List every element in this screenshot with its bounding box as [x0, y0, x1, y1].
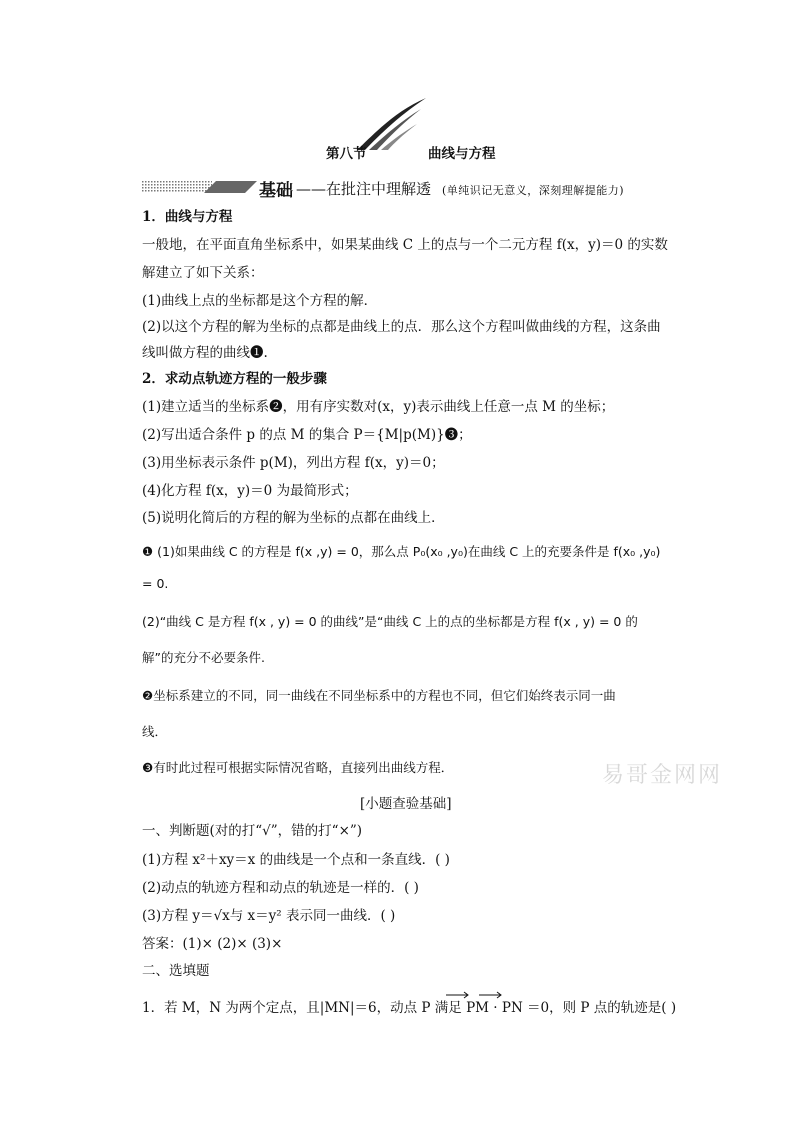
step-item: (4)化方程 f(x，y)＝0 为最简形式； — [142, 483, 358, 499]
band-note: (单纯识记无意义，深刻理解提能力) — [442, 184, 625, 197]
watermark: 易哥金网网 — [602, 763, 723, 788]
note-1b-line1: (2)“曲线 C 是方程 f(x , y) = 0 的曲线”是“曲线 C 上的点的坐标都是方程 f(x , y) = 0 的 — [142, 614, 638, 629]
band-decoration — [142, 178, 257, 196]
note-2-line2: 线． — [142, 724, 168, 739]
quiz-question-3: (3)方程 y＝√x与 x＝y² 表示同一曲线．( ) — [142, 908, 396, 924]
step-item: (2)写出适合条件 p 的点 M 的集合 P＝{M|p(M)}❸； — [142, 427, 472, 443]
band-subtitle: ——在批注中理解透 — [296, 180, 432, 198]
part1-item1: (1)曲线上点的坐标都是这个方程的解． — [142, 293, 378, 309]
part1-heading: 1．曲线与方程 — [142, 209, 233, 225]
note-1b-line2: 解”的充分不必要条件. — [142, 650, 265, 665]
quiz-answer: 答案：(1)× (2)× (3)× — [142, 936, 283, 952]
part1-item2-line2: 线叫做方程的曲线❶. — [142, 345, 268, 361]
part2-heading: 2．求动点轨迹方程的一般步骤 — [142, 371, 327, 387]
part1-intro-line2: 解建立了如下关系： — [142, 265, 264, 281]
note-1-line2: = 0. — [142, 576, 169, 591]
quiz-title: [小题查验基础] — [360, 796, 452, 812]
part1-intro-line1: 一般地，在平面直角坐标系中，如果某曲线 C 上的点与一个二元方程 f(x，y)＝0 的实数 — [142, 237, 668, 253]
quiz-section-1: 一、判断题(对的打“√”，错的打“×”) — [142, 823, 363, 839]
note-1-line1: ❶ (1)如果曲线 C 的方程是 f(x ,y) = 0，那么点 P₀(x₀ ,y₀)在曲线 C 上的充要条件是 f(x₀ ,y₀) — [142, 544, 661, 559]
quiz-question-1: (1)方程 x²＋xy＝x 的曲线是一个点和一条直线．( ) — [142, 852, 450, 868]
section-title: 曲线与方程 — [428, 146, 496, 162]
step-item: (1)建立适当的坐标系❷，用有序实数对(x，y)表示曲线上任意一点 M 的坐标； — [142, 399, 615, 415]
note-2-line1: ❷坐标系建立的不同，同一曲线在不同坐标系中的方程也不同，但它们始终表示同一曲 — [142, 688, 616, 703]
step-item: (5)说明化简后的方程的解为坐标的点都在曲线上． — [142, 510, 445, 526]
swoosh-logo-icon — [355, 97, 427, 152]
multiple-choice-1: 1．若 M，N 为两个定点，且|MN|＝6，动点 P 满足 PM · PN ＝0，则 P 点的轨迹是( ) — [142, 1000, 677, 1016]
vector-arrows-icon — [444, 990, 504, 1000]
step-item: (3)用坐标表示条件 p(M)，列出方程 f(x，y)＝0； — [142, 455, 445, 471]
quiz-question-2: (2)动点的轨迹方程和动点的轨迹是一样的．( ) — [142, 880, 419, 896]
part1-item2-line1: (2)以这个方程的解为坐标的点都是曲线上的点．那么这个方程叫做曲线的方程，这条曲 — [142, 319, 661, 335]
section-number: 第八节 — [326, 146, 367, 162]
band-title: 基础 — [259, 181, 293, 201]
quiz-section-2: 二、选填题 — [142, 963, 210, 979]
note-3: ❸有时此过程可根据实际情况省略，直接列出曲线方程． — [142, 760, 454, 775]
